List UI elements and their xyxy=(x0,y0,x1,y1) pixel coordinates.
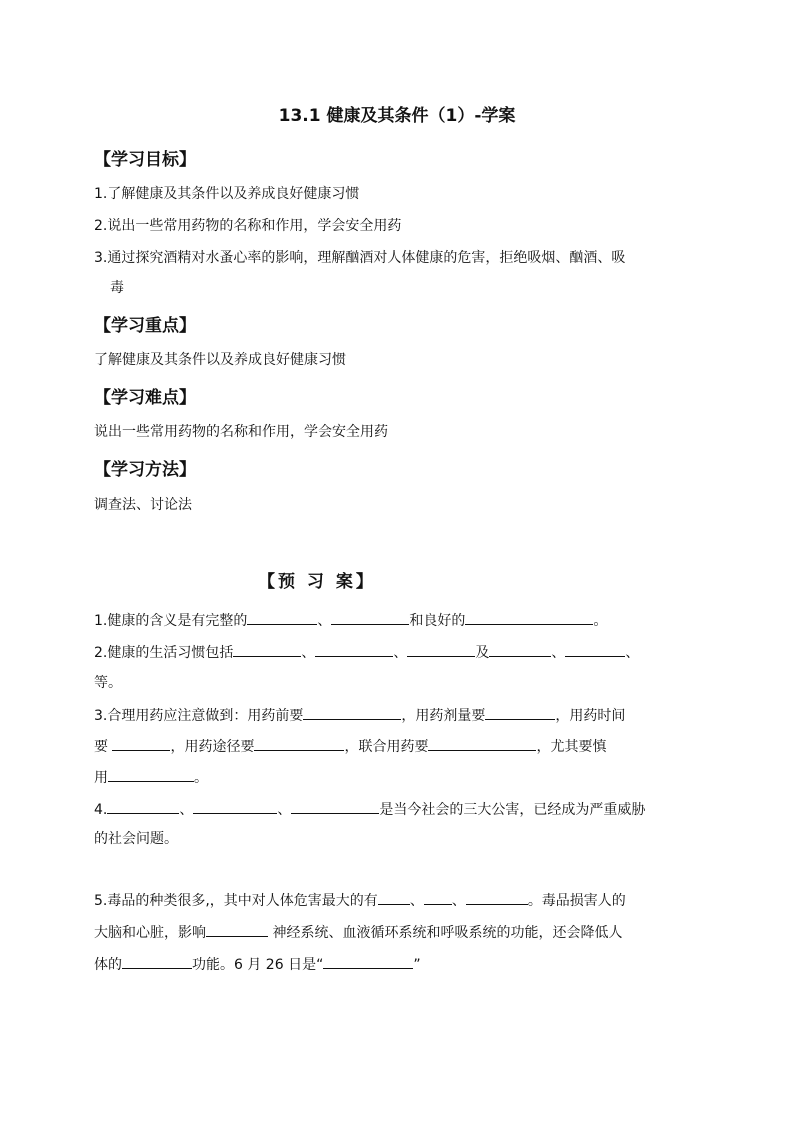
question-2-continued: 等。 xyxy=(94,675,122,691)
blank-field[interactable] xyxy=(108,767,194,782)
goal-item-3: 3.通过探究酒精对水蚤心率的影响，理解酗酒对人体健康的危害，拒绝吸烟、酗酒、吸 xyxy=(94,250,626,266)
question-4: 4. 、 、 是当今社会的三大公害，已经成为严重威胁 xyxy=(94,799,706,820)
blank-field[interactable] xyxy=(206,922,268,937)
blank-field[interactable] xyxy=(466,890,528,905)
blank-field[interactable] xyxy=(378,890,410,905)
blank-field[interactable] xyxy=(485,705,555,720)
question-5-line-2: 大脑和心脏，影响 神经系统、血液循环系统和呼吸系统的功能，还会降低人 xyxy=(94,922,706,943)
question-2: 2.健康的生活习惯包括 、 、 及 、 、 xyxy=(94,642,706,663)
blank-field[interactable] xyxy=(331,610,409,625)
blank-field[interactable] xyxy=(465,610,593,625)
blank-field[interactable] xyxy=(122,954,192,969)
blank-field[interactable] xyxy=(323,954,413,969)
blank-field[interactable] xyxy=(247,610,317,625)
question-3: 3.合理用药应注意做到：用药前要 ，用药剂量要 ，用药时间 xyxy=(94,705,706,726)
question-4-continued: 的社会问题。 xyxy=(94,831,178,847)
blank-field[interactable] xyxy=(489,642,551,657)
blank-field[interactable] xyxy=(107,799,179,814)
blank-field[interactable] xyxy=(254,736,344,751)
page-title: 13.1 健康及其条件（1）-学案 xyxy=(278,106,516,126)
blank-field[interactable] xyxy=(233,642,301,657)
blank-field[interactable] xyxy=(193,799,277,814)
question-3-line-2: 要 ，用药途径要 ，联合用药要 ，尤其要慎 xyxy=(94,736,706,757)
blank-field[interactable] xyxy=(303,705,401,720)
blank-field[interactable] xyxy=(315,642,393,657)
question-5: 5.毒品的种类很多,，其中对人体危害最大的有 、 、 。毒品损害人的 xyxy=(94,890,706,911)
blank-field[interactable] xyxy=(565,642,625,657)
method-text: 调查法、讨论法 xyxy=(94,497,192,513)
goal-item-3-continued: 毒 xyxy=(110,280,124,296)
blank-field[interactable] xyxy=(407,642,475,657)
blank-field[interactable] xyxy=(112,736,170,751)
blank-field[interactable] xyxy=(291,799,379,814)
focus-heading: 【学习重点】 xyxy=(94,316,196,336)
question-3-line-3: 用 。 xyxy=(94,767,706,788)
question-1: 1.健康的含义是有完整的 、 和良好的 。 xyxy=(94,610,706,631)
blank-field[interactable] xyxy=(424,890,452,905)
goals-heading: 【学习目标】 xyxy=(94,150,196,170)
goal-item-1: 1.了解健康及其条件以及养成良好健康习惯 xyxy=(94,186,360,202)
blank-field[interactable] xyxy=(428,736,536,751)
goal-item-2: 2.说出一些常用药物的名称和作用，学会安全用药 xyxy=(94,218,402,234)
method-heading: 【学习方法】 xyxy=(94,460,196,480)
preview-heading: 【预 习 案】 xyxy=(258,572,376,592)
question-5-line-3: 体的 功能。6 月 26 日是“ ” xyxy=(94,954,706,975)
focus-text: 了解健康及其条件以及养成良好健康习惯 xyxy=(94,352,346,368)
difficulty-text: 说出一些常用药物的名称和作用，学会安全用药 xyxy=(94,424,388,440)
difficulty-heading: 【学习难点】 xyxy=(94,388,196,408)
